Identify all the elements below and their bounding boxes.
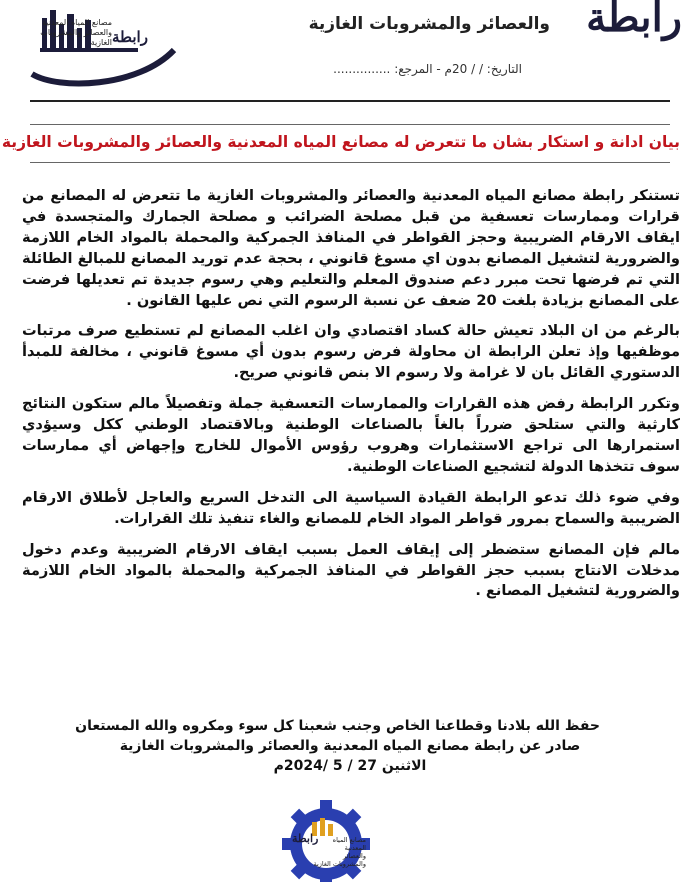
seal-caption-line2: والعصائر والمشروبات الغازية — [313, 852, 366, 868]
seal-caption — [310, 836, 366, 868]
paragraph-1: تستنكر رابطة مصانع المياه المعدنية والعصائر والمشروبات الغازية ما تتعرض له المصانع من قرارات وممارسات تعسفية من قبل مصلحة الضرائب و مصلحة الجمارك والمتجسدة في ايقاف الارقام الضريبية وحجز القواطر في المنافذ الجمركية والمحملة بالمواد الخام اللازمة والضرورية لتشغيل المصانع بدون اي مسوغ قانوني ، بحجة عدم توريد المصانع للمبالغ الطائلة التي تم فرضها تحت مبرر دعم صندوق المعلم والتعليم وهي رسوم جديدة تم تعديلها فرضت على المصانع بزيادة بلغت 20 ضعف عن نسبة الرسوم التي نص عليها القانون . — [22, 187, 680, 309]
seal-caption-line1: مصانع المياه المعدنية — [332, 836, 366, 852]
title-bottom-rule — [30, 162, 670, 163]
paragraph-2: بالرغم من ان البلاد تعيش حالة كساد اقتصادي وان اغلب المصانع لم تستطيع صرف مرتبات موظفيها وإذ تعلن الرابطة ان محاولة فرض رسوم بدون أي مسوغ قانوني ، مخالفة للمبدأ الدستوري القائل بان لا غرامة ولا رسوم الا بنص قانوني صريح. — [22, 322, 680, 382]
logo-caption-line1: مصانع المياه المعدنية — [42, 18, 112, 27]
statement-body — [22, 186, 680, 612]
issue-date: الاثنين 27 / 5 /2024م — [273, 758, 427, 774]
statement-title: بيان ادانة و استكار بشان ما تتعرض له مصانع المياه المعدنية والعصائر والمشروبات الغازية — [1, 133, 680, 151]
paragraph-4: وفي ضوء ذلك تدعو الرابطة القيادة السياسية الى التدخل السريع والعاجل لأطلاق الارقام الضريبية والسماح بمرور قواطر المواد الخام للمصانع والغاء تنفيذ تلك القرارات. — [22, 488, 680, 527]
header-divider — [30, 100, 670, 102]
logo-caption-line2: والعصائر والمشروبات الغازية — [40, 28, 112, 47]
letterhead — [0, 0, 700, 100]
logo-caption — [32, 18, 112, 48]
closing-prayer: حفظ الله بلادنا وقطاعنا الخاص وجنب شعبنا كل سوء ومكروه والله المستعان — [75, 718, 600, 734]
title-top-rule — [30, 124, 670, 125]
closing-block — [75, 716, 600, 776]
logo-word: رابطة — [112, 28, 148, 46]
association-name-rest: والعصائر والمشروبات الغازية — [308, 14, 550, 34]
seal-word: رابطة — [292, 832, 319, 845]
association-name-large: رابطة — [586, 0, 682, 41]
paragraph-5: مالم فإن المصانع ستضطر إلى إيقاف العمل بسبب ايقاف الارقام الضريبية وعدم دخول مدخلات الانتاج بسبب حجز القواطر في المنافذ الجمركية والمحملة بالمواد الخام اللازمة والضرورية لتشغيل المصانع . — [22, 540, 680, 600]
paragraph-3: وتكرر الرابطة رفض هذه القرارات والممارسات التعسفية جملة وتفصيلاً مالم ستكون النتائج كارثية والتي ستلحق ضرراً بالغاً بالصناعات الوطنية وبالاقتصاد الوطني ككل وسيؤدي استمرارها الى تراجع الاستثمارات وهروب رؤوس الأموال للخارج وإجهاض أي ممارسات سوف تتخذها الدولة لتشجيع الصناعات الوطنية. — [22, 395, 680, 475]
date-reference-line: التاريخ: / / 20م - المرجع: ............... — [333, 62, 522, 76]
issuer-line: صادر عن رابطة مصانع المياه المعدنية والعصائر والمشروبات الغازية — [119, 738, 581, 754]
